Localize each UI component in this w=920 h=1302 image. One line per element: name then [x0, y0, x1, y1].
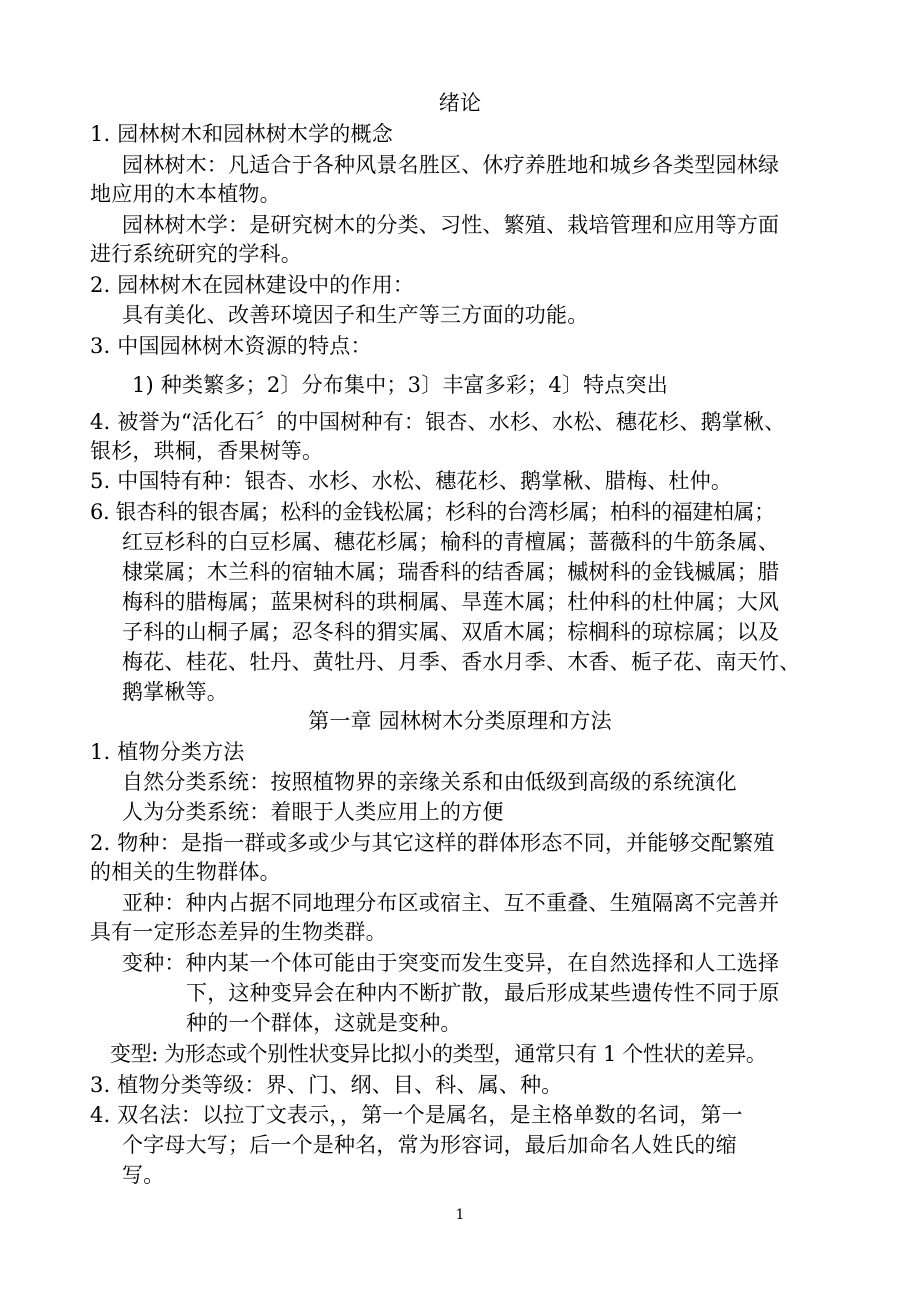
s3-heading: 3. 中国园林树木资源的特点： [90, 334, 372, 358]
s6-line-1: 6. 银杏科的银杏属；松科的金钱松属；杉科的台湾杉属；柏科的福建柏属； [90, 500, 775, 524]
s6-line-6: 梅花、桂花、牡丹、黄牡丹、月季、香水月季、木香、栀子花、南天竹、 [122, 650, 801, 674]
s6-line-3: 棣棠属；木兰科的宿轴木属；瑞香科的结香属；槭树科的金钱槭属；腊 [122, 560, 780, 584]
s1-paragraph-2-line-2: 进行系统研究的学科。 [90, 242, 302, 266]
s4-line-2: 银杉，珙桐，香果树等。 [90, 439, 324, 463]
s1-paragraph-1-line-1: 园林树木：凡适合于各种风景名胜区、休疗养胜地和城乡各类型园林绿 [122, 153, 780, 177]
c2-form: 变型: 为形态或个别性状变异比拟小的类型，通常只有 1 个性状的差异。 [110, 1042, 767, 1066]
s5: 5. 中国特有种：银杏、水杉、水松、穗花杉、鹅掌楸、腊梅、杜仲。 [90, 469, 733, 493]
c2-variety-line-1: 变种：种内某一个体可能由于突变而发生变异，在自然选择和人工选择 [122, 951, 780, 975]
c2-subspecies-line-1: 亚种：种内占据不同地理分布区或宿主、互不重叠、生殖隔离不完善并 [122, 891, 780, 915]
c4-line-3: 写。 [122, 1163, 165, 1187]
c4-line-1: 4. 双名法：以拉丁文表示，，第一个是属名，是主格单数的名词，第一 [90, 1103, 743, 1127]
chapter-1-title: 第一章 园林树木分类原理和方法 [308, 709, 612, 733]
s6-line-7: 鹅掌楸等。 [122, 680, 228, 704]
page-number: 1 [455, 1207, 465, 1223]
c3: 3. 植物分类等级：界、门、纲、目、科、属、种。 [90, 1073, 563, 1097]
intro-title: 绪论 [438, 91, 482, 115]
c4-line-2: 个字母大写；后一个是种名，常为形容词，最后加命名人姓氏的缩 [122, 1133, 737, 1157]
s2-body: 具有美化、改善环境因子和生产等三方面的功能。 [122, 303, 589, 327]
s1-paragraph-1-line-2: 地应用的木本植物。 [90, 182, 281, 206]
c2-variety-line-3: 种的一个群体，这就是变种。 [186, 1011, 462, 1035]
c2-variety-line-2: 下，这种变异会在种内不断扩散，最后形成某些遗传性不同于原 [186, 981, 780, 1005]
s3-list: 1) 种类繁多；2〕分布集中；3〕丰富多彩；4〕特点突出 [132, 373, 668, 397]
c2-subspecies-line-2: 具有一定形态差异的生物类群。 [90, 920, 387, 944]
s2-heading: 2. 园林树木在园林建设中的作用： [90, 273, 415, 297]
c1-artificial-system: 人为分类系统：着眼于人类应用上的方便 [122, 800, 504, 824]
s1-paragraph-2-line-1: 园林树木学：是研究树木的分类、习性、繁殖、栽培管理和应用等方面 [122, 213, 780, 237]
s6-line-2: 红豆杉科的白豆杉属、穗花杉属；榆科的青檀属；蔷薇科的牛筋条属、 [122, 530, 780, 554]
c1-natural-system: 自然分类系统：按照植物界的亲缘关系和由低级到高级的系统演化 [122, 770, 737, 794]
c1-heading: 1. 植物分类方法 [90, 740, 245, 764]
c2-line-1: 2. 物种：是指一群或多或少与其它这样的群体形态不同，并能够交配繁殖 [90, 831, 775, 855]
s4-line-1: 4. 被誉为“活化石〞的中国树种有：银杏、水杉、水松、穗花杉、鹅掌楸、 [90, 410, 786, 434]
s6-line-5: 子科的山桐子属；忍冬科的猬实属、双盾木属；棕榈科的琼棕属；以及 [122, 620, 780, 644]
c2-line-2: 的相关的生物群体。 [90, 860, 281, 884]
s1-heading: 1. 园林树木和园林树木学的概念 [90, 122, 393, 146]
s6-line-4: 梅科的腊梅属；蓝果树科的珙桐属、旱莲木属；杜仲科的杜仲属；大风 [122, 590, 780, 614]
